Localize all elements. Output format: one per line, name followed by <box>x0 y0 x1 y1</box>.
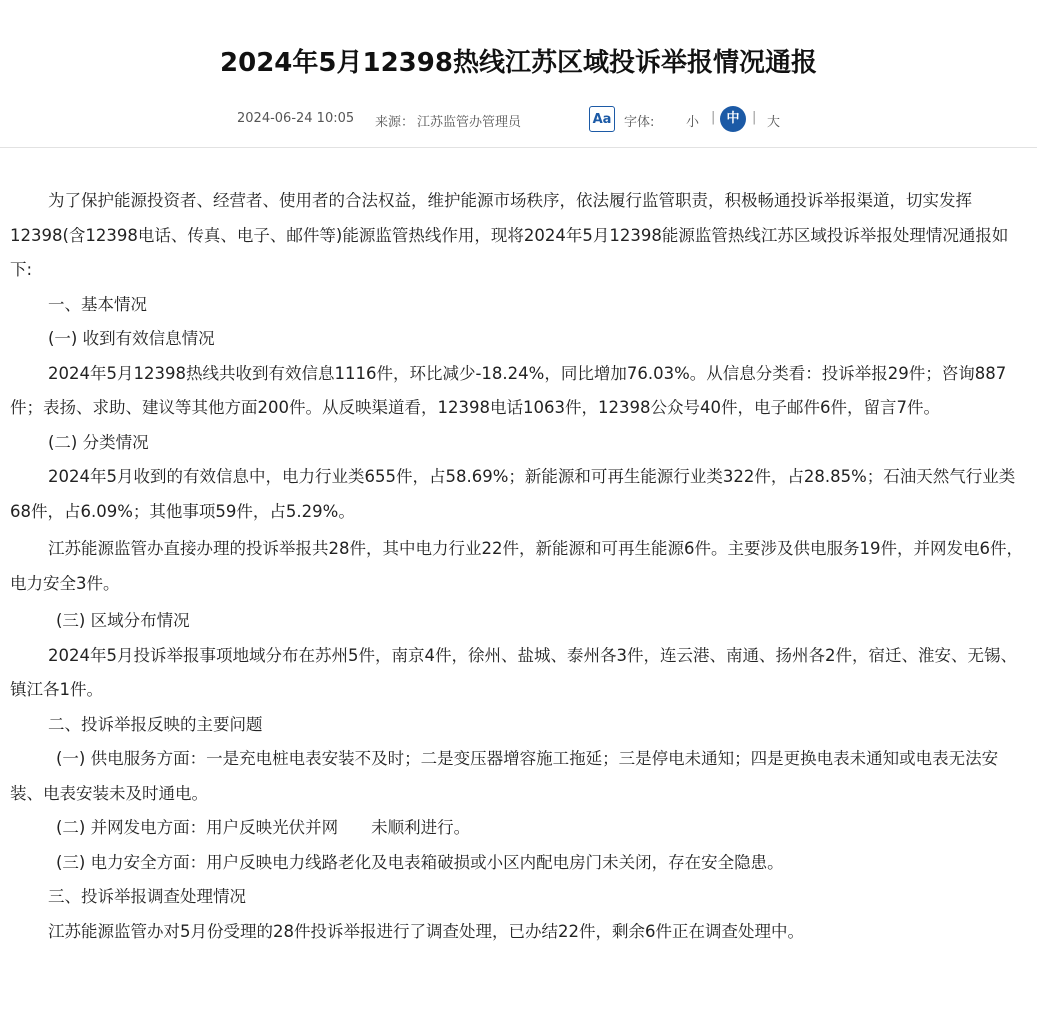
font-size-small-button[interactable]: 小 <box>686 115 700 130</box>
section-heading-issues: 二、投诉举报反映的主要问题 <box>48 714 263 734</box>
header-divider <box>0 147 1037 148</box>
font-size-label: 字体: <box>624 115 655 130</box>
subsection-heading-region: (三) 区域分布情况 <box>56 611 190 630</box>
source-name: 江苏监管办管理员 <box>417 115 522 130</box>
intro-paragraph: 为了保护能源投资者、经营者、使用者的合法权益，维护能源市场秩序，依法履行监管职责，积极畅通投诉举报渠道，切实发挥12398(含12398电话、传真、电子、邮件等)能源监管热线作用，现将2024年5月12398能源监管热线江苏区域投诉举报处理情况通报如下: <box>10 191 1009 279</box>
paragraph-power-supply: (一) 供电服务方面：一是充电桩电表安装不及时；二是变压器增容施工拖延；三是停电未通知；四是更换电表未通知或电表无法安装、电表安装未及时通电。 <box>10 749 999 803</box>
font-size-separator: | <box>752 110 757 125</box>
paragraph-investigation: 江苏能源监管办对5月份受理的28件投诉举报进行了调查处理，已办结22件，剩余6件正在调查处理中。 <box>48 921 804 941</box>
font-size-medium-button[interactable]: 中 <box>720 106 746 132</box>
paragraph-power-safety: (三) 电力安全方面：用户反映电力线路老化及电表箱破损或小区内配电房门未关闭，存在安全隐患。 <box>56 852 784 872</box>
publish-date: 2024-06-24 10:05 <box>237 111 355 126</box>
paragraph-direct-handling: 江苏能源监管办直接办理的投诉举报共28件，其中电力行业22件，新能源和可再生能源6件。主要涉及供电服务19件，并网发电6件，电力安全3件。 <box>10 539 1023 593</box>
section-heading-basic: 一、基本情况 <box>48 294 147 314</box>
font-size-icon: Aa <box>589 106 615 132</box>
subsection-heading-received: (一) 收到有效信息情况 <box>48 329 215 348</box>
font-size-large-button[interactable]: 大 <box>767 115 781 130</box>
subsection-heading-classification: (二) 分类情况 <box>48 432 149 452</box>
paragraph-grid-connection: (二) 并网发电方面：用户反映光伏并网 未顺利进行。 <box>56 818 471 837</box>
paragraph-region: 2024年5月投诉举报事项地域分布在苏州5件，南京4件，徐州、盐城、泰州各3件，连云港、南通、扬州各2件，宿迁、淮安、无锡、镇江各1件。 <box>10 645 1017 699</box>
paragraph-classification: 2024年5月收到的有效信息中，电力行业类655件，占58.69%；新能源和可再生能源行业类322件，占28.85%；石油天然气行业类68件，占6.09%；其他事项59件，占5.29%。 <box>10 467 1016 521</box>
article-meta <box>0 106 1037 134</box>
article-body <box>10 184 1024 949</box>
article-title: 2024年5月12398热线江苏区域投诉举报情况通报 <box>220 48 817 78</box>
source-label: 来源： <box>375 115 415 130</box>
paragraph-received-info: 2024年5月12398热线共收到有效信息1116件，环比减少-18.24%，同比增加76.03%。从信息分类看：投诉举报29件；咨询887件；表扬、求助、建议等其他方面200件。从反映渠道看，12398电话1063件，12398公众号40件，电子邮件6件，留言7件。 <box>10 363 1007 417</box>
section-heading-investigation: 三、投诉举报调查处理情况 <box>48 887 246 906</box>
font-size-separator: | <box>711 110 716 125</box>
